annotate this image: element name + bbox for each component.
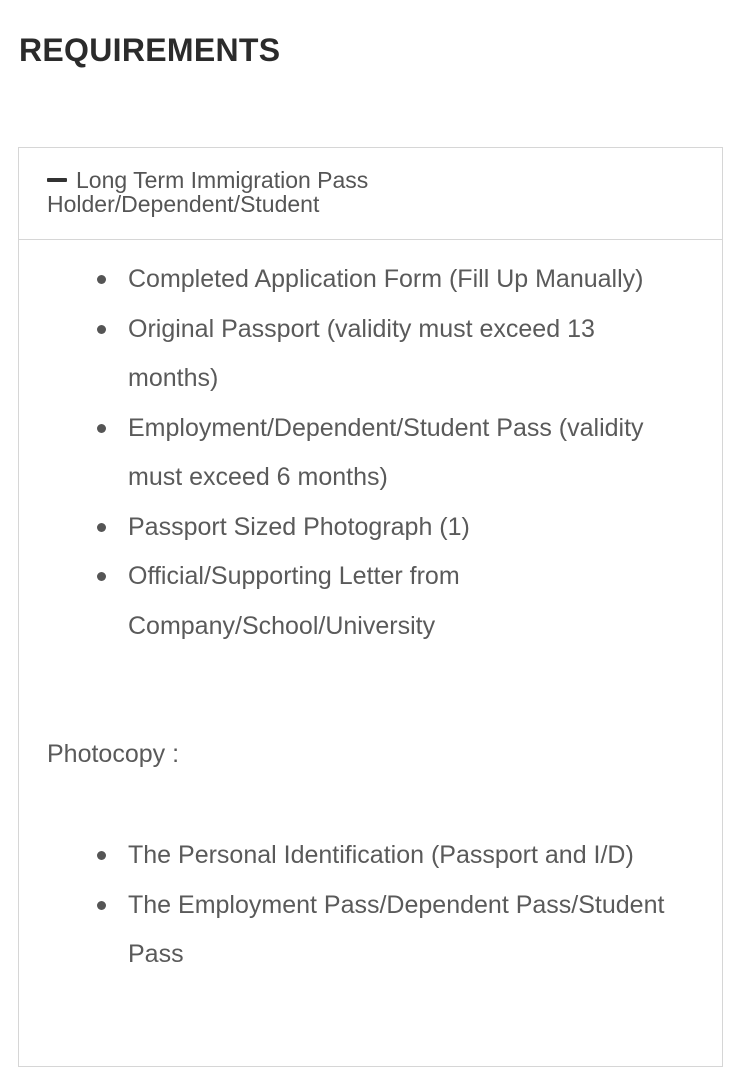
bullet-icon: [97, 275, 106, 284]
list-item-text: Employment/Dependent/Student Pass (validity must exceed 6 months): [128, 413, 644, 491]
list-item-text: The Personal Identification (Passport and I/D): [128, 841, 634, 869]
list-item: [19, 404, 722, 503]
list-item-text: Passport Sized Photograph (1): [128, 512, 470, 541]
requirements-list: [19, 255, 722, 651]
list-item-text: Original Passport (validity must exceed 13 months): [128, 314, 595, 392]
list-item: [19, 305, 722, 404]
list-item-text: Completed Application Form (Fill Up Manually): [128, 265, 644, 293]
bullet-icon: [97, 424, 106, 433]
list-item: [19, 831, 722, 881]
requirements-accordion: [18, 147, 723, 1067]
photocopy-list: [19, 831, 722, 980]
list-item: [19, 503, 722, 553]
bullet-icon: [97, 851, 106, 860]
bullet-icon: [97, 901, 106, 910]
list-item: [19, 552, 722, 651]
list-item-text: Official/Supporting Letter from Company/School/University: [128, 562, 460, 640]
accordion-title[interactable]: Long Term Immigration Pass Holder/Dependent/Student: [47, 167, 369, 217]
list-item: [19, 255, 722, 305]
list-item: [19, 881, 722, 980]
photocopy-label: Photocopy :: [47, 740, 180, 768]
page-title: REQUIREMENTS: [19, 32, 281, 68]
bullet-icon: [97, 325, 106, 334]
bullet-icon: [97, 523, 106, 532]
list-item-text: The Employment Pass/Dependent Pass/Student Pass: [128, 890, 665, 968]
accordion-header-long-term-pass[interactable]: [19, 148, 722, 240]
bullet-icon: [97, 572, 106, 581]
